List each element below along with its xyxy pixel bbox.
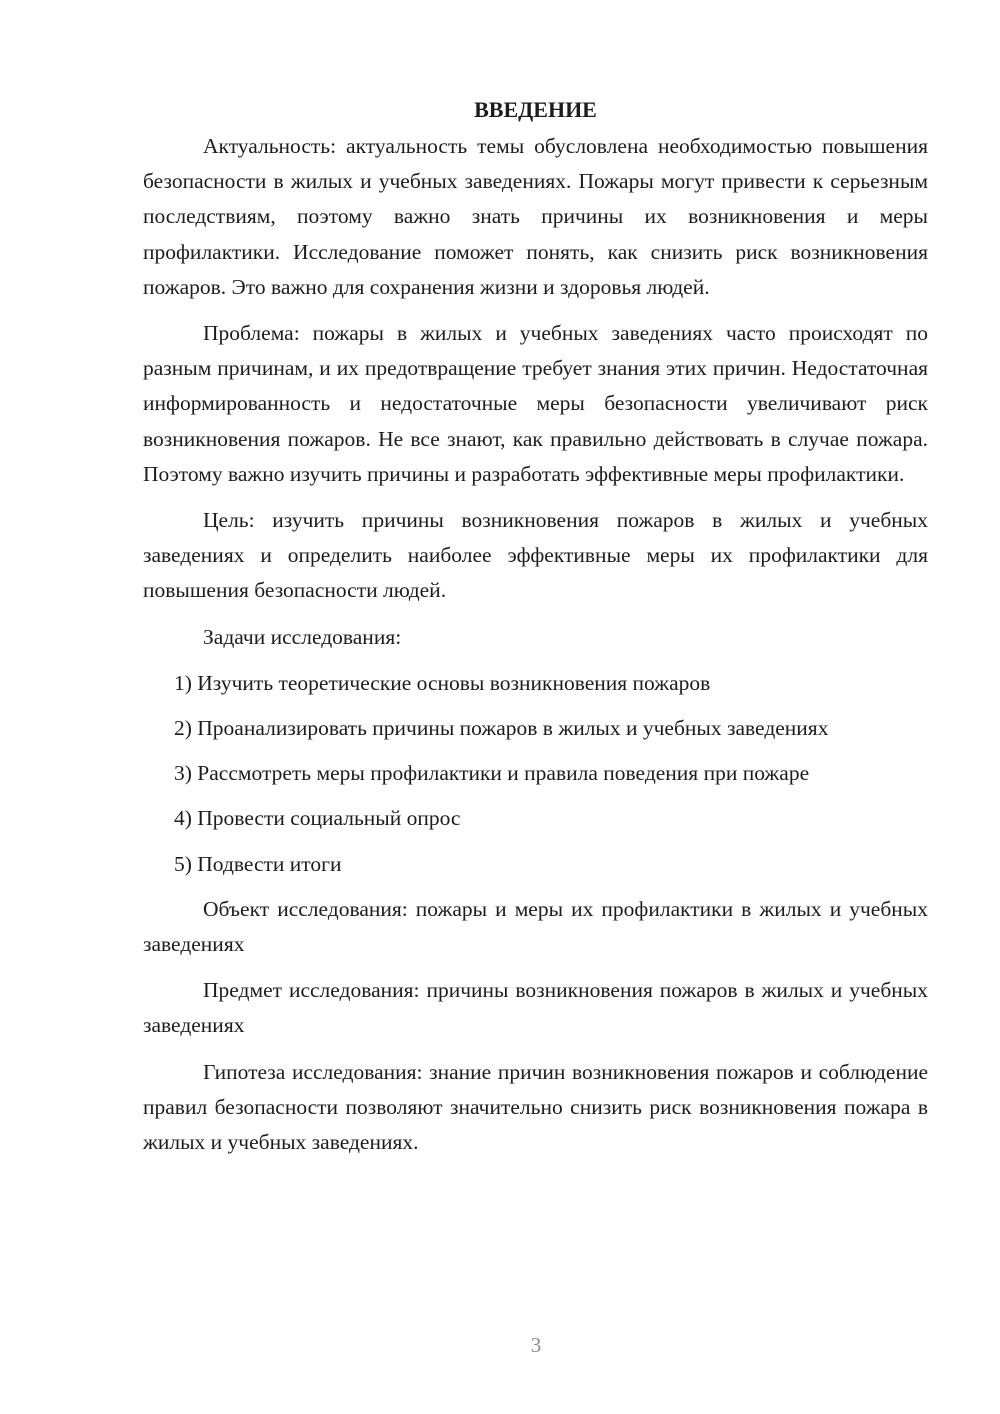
task-item-5: 5) Подвести итоги [174, 851, 342, 876]
page-content [143, 92, 928, 1171]
task-item-3: 3) Рассмотреть меры профилактики и правила поведения при пожаре [174, 761, 810, 786]
task-item-1: 1) Изучить теоретические основы возникновения пожаров [174, 670, 711, 695]
page-title: ВВЕДЕНИЕ [474, 97, 597, 122]
task-item-2: 2) Проанализировать причины пожаров в жилых и учебных заведениях [174, 716, 829, 741]
paragraph-problem: Проблема: пожары в жилых и учебных заведениях часто происходят по разным причинам, и их предотвращение требует знания этих причин. Недостаточная информированность и недостаточные меры безопасности увеличивают риск возникновения пожаров. Не все знают, как правильно действовать в случае пожара. Поэтому важно изучить причины и разработать эффективные меры профилактики. [143, 321, 928, 486]
paragraph-subject: Предмет исследования: причины возникновения пожаров в жилых и учебных заведениях [143, 978, 928, 1038]
paragraph-goal: Цель: изучить причины возникновения пожаров в жилых и учебных заведениях и определить наиболее эффективные меры их профилактики для повышения безопасности людей. [143, 508, 928, 603]
paragraph-hypothesis: Гипотеза исследования: знание причин возникновения пожаров и соблюдение правил безопасности позволяют значительно снизить риск возникновения пожара в жилых и учебных заведениях. [143, 1059, 928, 1155]
page-number: 3 [530, 1333, 542, 1357]
task-item-4: 4) Провести социальный опрос [174, 806, 461, 831]
paragraph-tasks-heading: Задачи исследования: [203, 624, 402, 649]
paragraph-object: Объект исследования: пожары и меры их профилактики в жилых и учебных заведениях [143, 896, 928, 957]
paragraph-relevance: Актуальность: актуальность темы обусловлена необходимостью повышения безопасности в жилых и учебных заведениях. Пожары могут привести к серьезным последствиям, поэтому важно знать причины их возникновения и меры профилактики. Исследование поможет понять, как снизить риск возникновения пожаров. Это важно для сохранения жизни и здоровья людей. [143, 134, 928, 299]
